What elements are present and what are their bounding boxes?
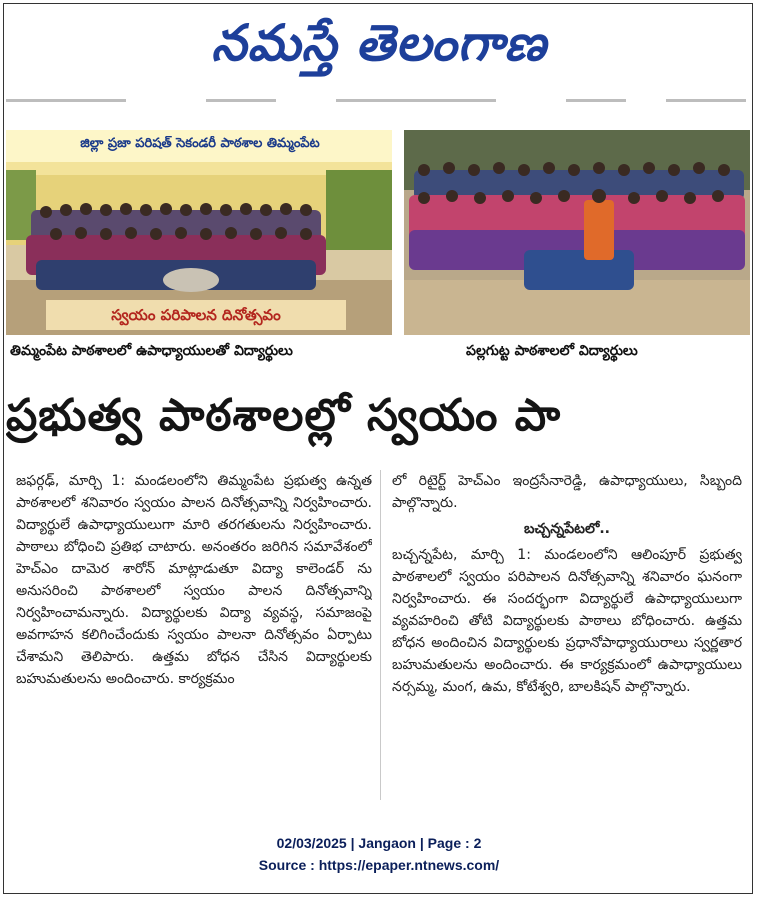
article-right-body: బచ్చన్నపేట, మార్చి 1: మండలంలోని ఆలింపూర్ ప్రభుత్వ పాఠశాలలో స్వయం పరిపాలన దినోత్సవాన్ని శనివారం ఘనంగా నిర్వహించారు. ఈ సందర్భంగా విద్యార్థులే ఉపాధ్యాయులుగా వ్యవహరించి తోటి విద్యార్థులకు పాఠాలు బోధించారు. ఉత్తమ బోధన అందించిన విద్యార్థులకు ప్రధానోపాధ్యాయురాలు స్వర్ణతార బహుమతులను అందించారు. ఈ కార్యక్రమంలో ఉపాధ్యాయులు నర్సమ్మ, మంగ, ఉమ, కోటేశ్వరి, బాలకిషన్ పాల్గొన్నారు.: [392, 547, 742, 695]
article-column-left: [16, 470, 372, 815]
article-column-right: [392, 470, 742, 815]
article-left-text: జఫర్గఢ్, మార్చి 1: మండలంలోని తిమ్మంపేట ప్రభుత్వ ఉన్నత పాఠశాలలో శనివారం స్వయం పాలన దినోత్సవాన్ని నిర్వహించారు. విద్యార్థులే ఉపాధ్యాయులుగా మారి తరగతులను నిర్వహించారు. పాఠాలు బోధించి ప్రతిభ చాటారు. అనంతరం జరిగిన సమావేశంలో హెచ్ఎం దామెర శారోన్ మాట్లాడుతూ విద్యా కాలెండర్ ను అనుసరించి పాఠశాలలో స్వయం పాలన దినోత్సవాన్ని నిర్వహించామన్నారు. విద్యార్థులకు విద్యా వ్యవస్థ, సమాజంపై అవగాహన కలిగించేందుకు స్వయం పాలనా దినోత్సవం ఏర్పాటు చేశామని తెలిపారు. ఉత్తమ బోధన చేసిన విద్యార్థులకు బహుమతులను అందించారు. కార్యక్రమం: [16, 473, 372, 687]
photo-pallagutta-school: [404, 130, 750, 335]
photo-banner-text: జిల్లా ప్రజా పరిషత్ సెకండరీ పాఠశాల తిమ్మంపేట: [80, 136, 320, 151]
article-headline: ప్రభుత్వ పాఠశాలల్లో స్వయం పా: [6, 390, 562, 441]
photo-overlay-text: స్వయం పరిపాలన దినోత్సవం: [111, 306, 281, 324]
photo-timmampeta-school: [6, 130, 392, 335]
column-divider: [380, 470, 381, 800]
footer-source: Source : https://epaper.ntnews.com/: [258, 857, 500, 873]
article-subhead: బచ్చన్నపేటలో..: [524, 521, 610, 537]
masthead-rule: [6, 95, 752, 107]
newspaper-masthead: నమస్తే తెలంగాణ: [211, 14, 547, 72]
article-right-intro: లో రిటైర్ట్ హెచ్ఎం ఇంద్రసేనారెడ్డి, ఉపాధ్యాయులు, సిబ్బంది పాల్గొన్నారు.: [392, 473, 742, 511]
caption-timmampeta: తిమ్మంపేట పాఠశాలలో ఉపాధ్యాయులతో విద్యార్థులు: [10, 343, 293, 359]
caption-pallagutta: పల్లగుట్ట పాఠశాలలో విద్యార్థులు: [466, 343, 638, 359]
footer-meta: 02/03/2025 | Jangaon | Page : 2: [276, 835, 482, 851]
